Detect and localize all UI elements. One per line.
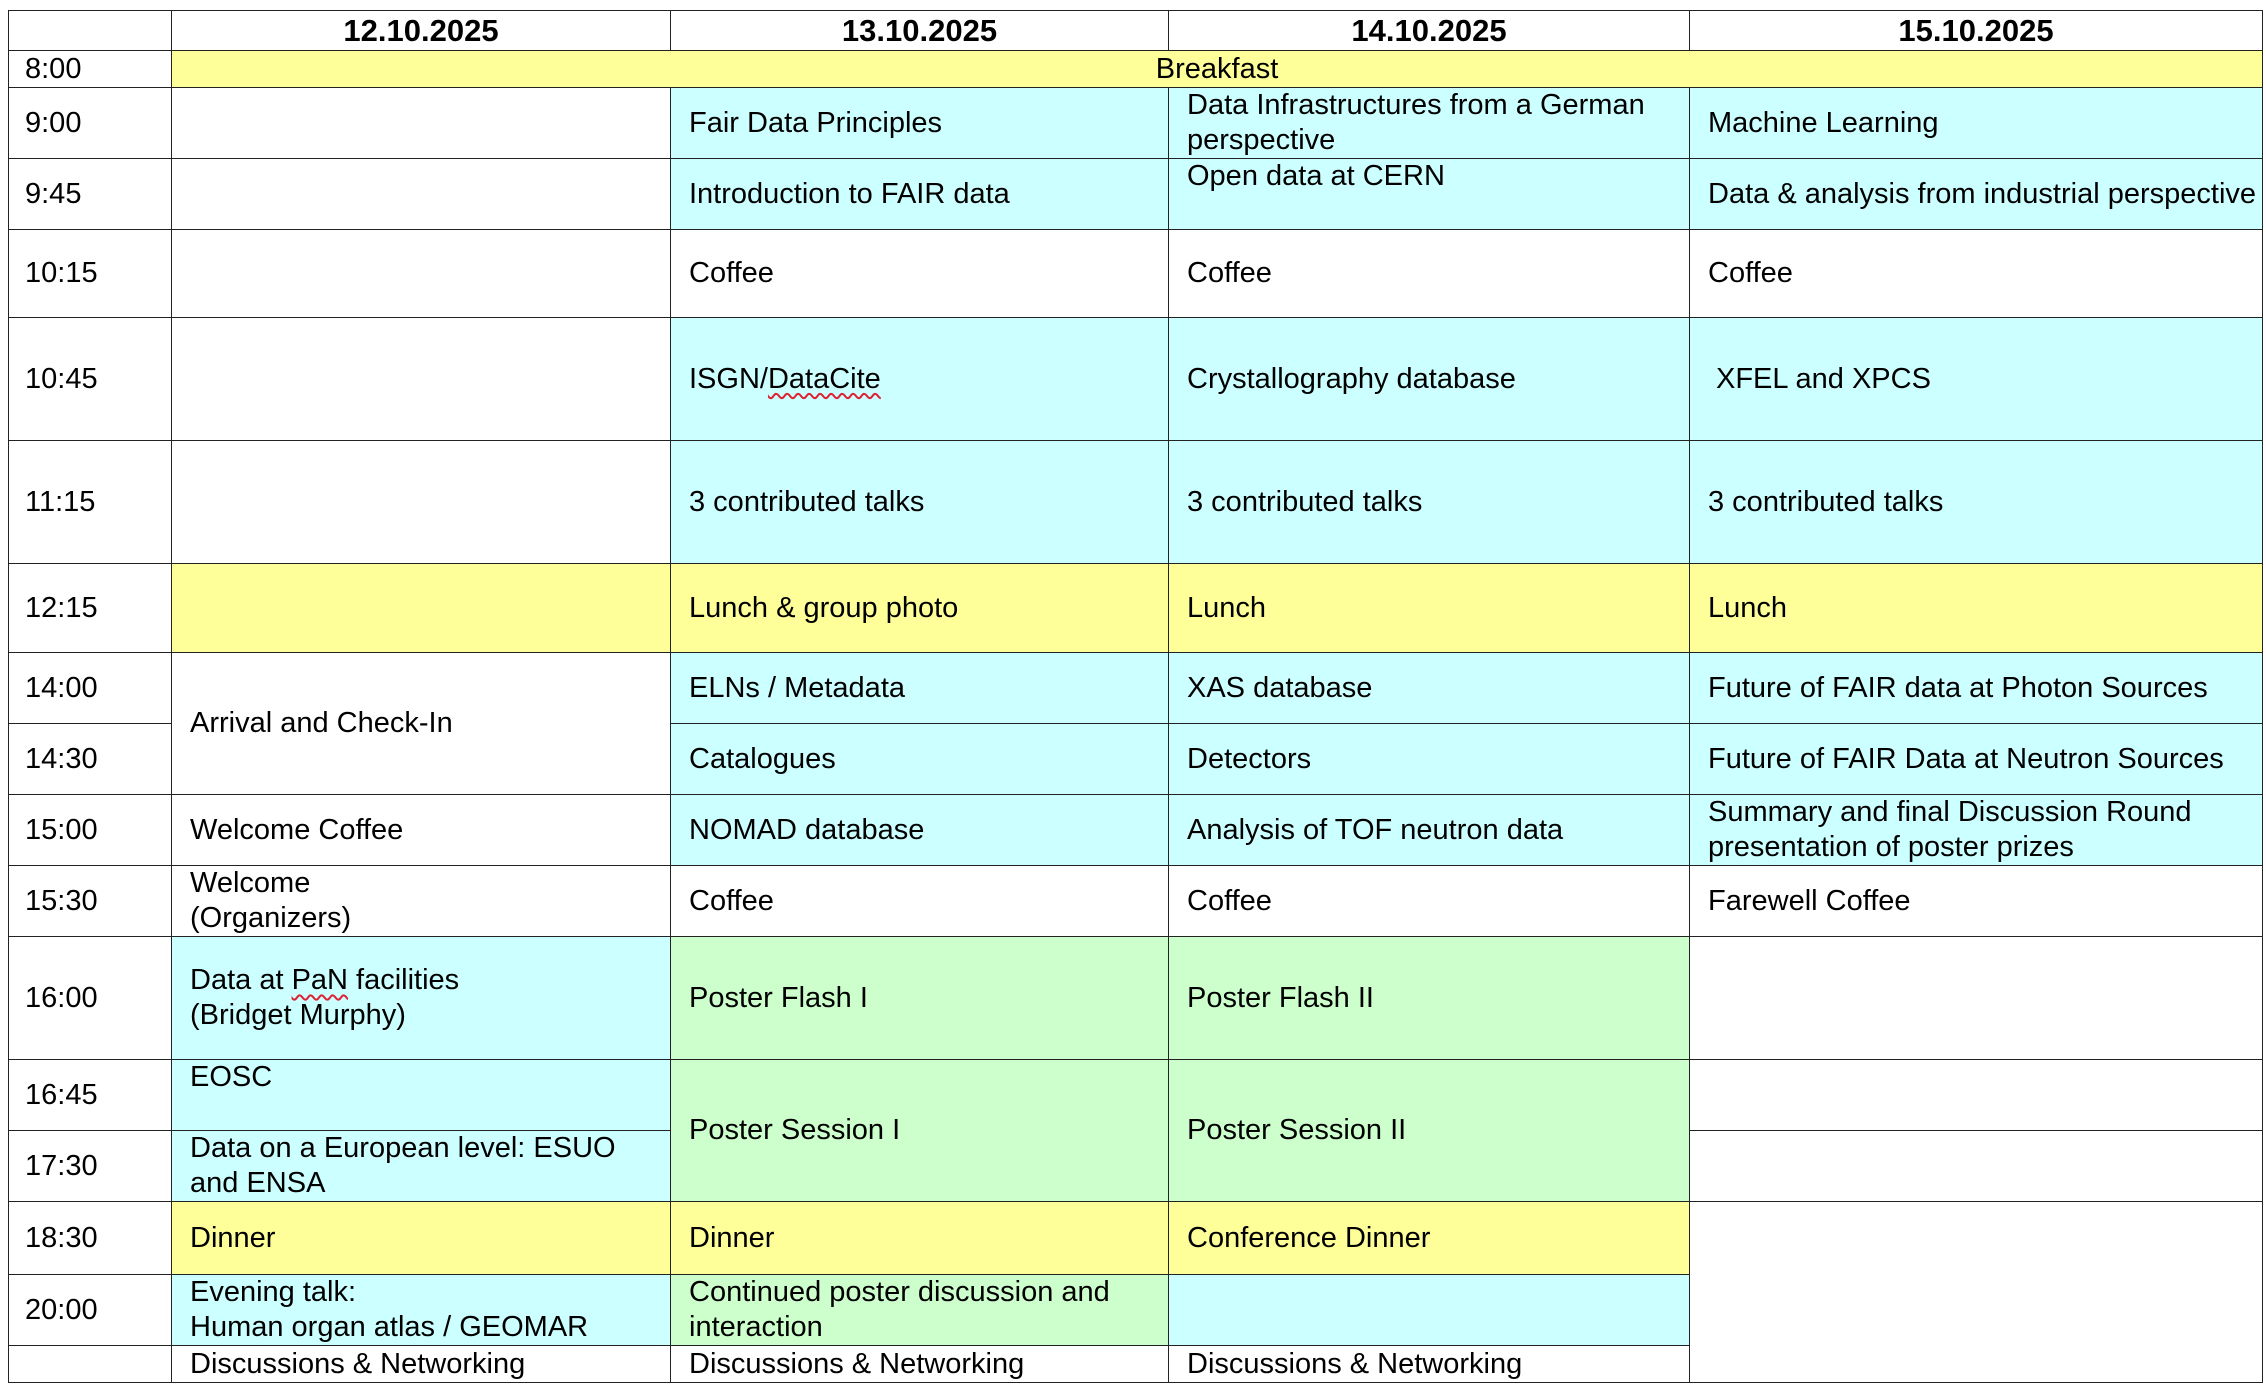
session-coffee: Coffee xyxy=(1169,230,1690,318)
session-lunch: Lunch xyxy=(1169,564,1690,653)
day-header-3: 14.10.2025 xyxy=(1169,11,1690,51)
session-evening-talk: Evening talk: Human organ atlas / GEOMAR xyxy=(172,1275,671,1346)
session-networking: Discussions & Networking xyxy=(172,1346,671,1383)
time-cell: 17:30 xyxy=(9,1131,172,1202)
time-cell: 10:45 xyxy=(9,318,172,441)
session-coffee: Coffee xyxy=(671,230,1169,318)
row-1215 xyxy=(9,564,2263,653)
session-elns: ELNs / Metadata xyxy=(671,653,1169,724)
session-arrival: Arrival and Check-In xyxy=(172,653,671,795)
session-nomad: NOMAD database xyxy=(671,795,1169,866)
session-farewell-coffee: Farewell Coffee xyxy=(1690,866,2263,937)
session-coffee: Coffee xyxy=(1169,866,1690,937)
empty-cell xyxy=(1690,1202,2263,1383)
time-cell: 9:45 xyxy=(9,159,172,230)
session-dinner: Dinner xyxy=(671,1202,1169,1275)
session-poster-flash-1: Poster Flash I xyxy=(671,937,1169,1060)
row-0945 xyxy=(9,159,2263,230)
session-european-level: Data on a European level: ESUO and ENSA xyxy=(172,1131,671,1202)
time-cell: 8:00 xyxy=(9,51,172,88)
session-intro-fair: Introduction to FAIR data xyxy=(671,159,1169,230)
datacite-text: DataCite xyxy=(767,362,881,395)
empty-cell xyxy=(1690,1131,2263,1202)
breakfast-cell: Breakfast xyxy=(172,51,2263,88)
time-cell: 9:00 xyxy=(9,88,172,159)
session-coffee: Coffee xyxy=(1690,230,2263,318)
row-0900 xyxy=(9,88,2263,159)
session-dinner: Dinner xyxy=(172,1202,671,1275)
session-summary: Summary and final Discussion Round presentation of poster prizes xyxy=(1690,795,2263,866)
empty-cell xyxy=(172,318,671,441)
session-xas: XAS database xyxy=(1169,653,1690,724)
session-contributed-talks: 3 contributed talks xyxy=(1169,441,1690,564)
session-tof: Analysis of TOF neutron data xyxy=(1169,795,1690,866)
session-industrial: Data & analysis from industrial perspective xyxy=(1690,159,2263,230)
row-1015 xyxy=(9,230,2263,318)
session-photon-sources: Future of FAIR data at Photon Sources xyxy=(1690,653,2263,724)
row-1400 xyxy=(9,653,2263,724)
empty-cell xyxy=(172,230,671,318)
row-1500 xyxy=(9,795,2263,866)
session-contributed-talks: 3 contributed talks xyxy=(671,441,1169,564)
session-networking: Discussions & Networking xyxy=(671,1346,1169,1383)
schedule-table xyxy=(8,10,2263,1383)
session-poster-flash-2: Poster Flash II xyxy=(1169,937,1690,1060)
time-cell: 14:00 xyxy=(9,653,172,724)
time-cell: 15:30 xyxy=(9,866,172,937)
session-neutron-sources: Future of FAIR Data at Neutron Sources xyxy=(1690,724,2263,795)
time-cell: 16:00 xyxy=(9,937,172,1060)
time-cell: 11:15 xyxy=(9,441,172,564)
session-poster-session-2: Poster Session II xyxy=(1169,1060,1690,1202)
time-cell: 16:45 xyxy=(9,1060,172,1131)
session-isgn-datacite xyxy=(671,318,1169,441)
row-1115 xyxy=(9,441,2263,564)
session-lunch: Lunch & group photo xyxy=(671,564,1169,653)
empty-cell xyxy=(1690,1060,2263,1131)
session-networking: Discussions & Networking xyxy=(1169,1346,1690,1383)
pan-text-a: Data at xyxy=(190,964,292,996)
row-1045 xyxy=(9,318,2263,441)
session-eosc: EOSC xyxy=(172,1060,671,1131)
empty-cell xyxy=(1690,937,2263,1060)
session-fair-principles: Fair Data Principles xyxy=(671,88,1169,159)
session-machine-learning: Machine Learning xyxy=(1690,88,2263,159)
time-cell: 18:30 xyxy=(9,1202,172,1275)
row-1830 xyxy=(9,1202,2263,1275)
time-cell xyxy=(9,1346,172,1383)
empty-cell xyxy=(172,88,671,159)
session-welcome: Welcome (Organizers) xyxy=(172,866,671,937)
session-crystallography: Crystallography database xyxy=(1169,318,1690,441)
time-cell: 12:15 xyxy=(9,564,172,653)
row-1600 xyxy=(9,937,2263,1060)
header-row xyxy=(9,11,2263,51)
time-cell: 20:00 xyxy=(9,1275,172,1346)
empty-cell xyxy=(172,441,671,564)
time-cell: 10:15 xyxy=(9,230,172,318)
row-0800 xyxy=(9,51,2263,88)
row-1530 xyxy=(9,866,2263,937)
session-cern: Open data at CERN xyxy=(1169,159,1690,230)
session-contributed-talks: 3 contributed talks xyxy=(1690,441,2263,564)
session-detectors: Detectors xyxy=(1169,724,1690,795)
session-xfel: XFEL and XPCS xyxy=(1690,318,2263,441)
pan-text-d: (Bridget Murphy) xyxy=(190,999,406,1031)
session-welcome-coffee: Welcome Coffee xyxy=(172,795,671,866)
session-pan-facilities xyxy=(172,937,671,1060)
session-coffee: Coffee xyxy=(671,866,1169,937)
pan-text-c: facilities xyxy=(347,964,460,996)
session-conference-dinner: Conference Dinner xyxy=(1169,1202,1690,1275)
session-poster-session-1: Poster Session I xyxy=(671,1060,1169,1202)
session-continued-posters: Continued poster discussion and interaction xyxy=(671,1275,1169,1346)
isgn-text: ISGN/ xyxy=(689,362,768,395)
pan-text-b: PaN xyxy=(291,964,348,996)
day-header-2: 13.10.2025 xyxy=(671,11,1169,51)
time-cell: 14:30 xyxy=(9,724,172,795)
row-1645 xyxy=(9,1060,2263,1131)
empty-meal-cell xyxy=(172,564,671,653)
time-cell: 15:00 xyxy=(9,795,172,866)
day-header-4: 15.10.2025 xyxy=(1690,11,2263,51)
corner-cell xyxy=(9,11,172,51)
empty-cell xyxy=(172,159,671,230)
session-lunch: Lunch xyxy=(1690,564,2263,653)
session-catalogues: Catalogues xyxy=(671,724,1169,795)
session-german-infra: Data Infrastructures from a German perspective xyxy=(1169,88,1690,159)
day-header-1: 12.10.2025 xyxy=(172,11,671,51)
empty-talk-cell xyxy=(1169,1275,1690,1346)
